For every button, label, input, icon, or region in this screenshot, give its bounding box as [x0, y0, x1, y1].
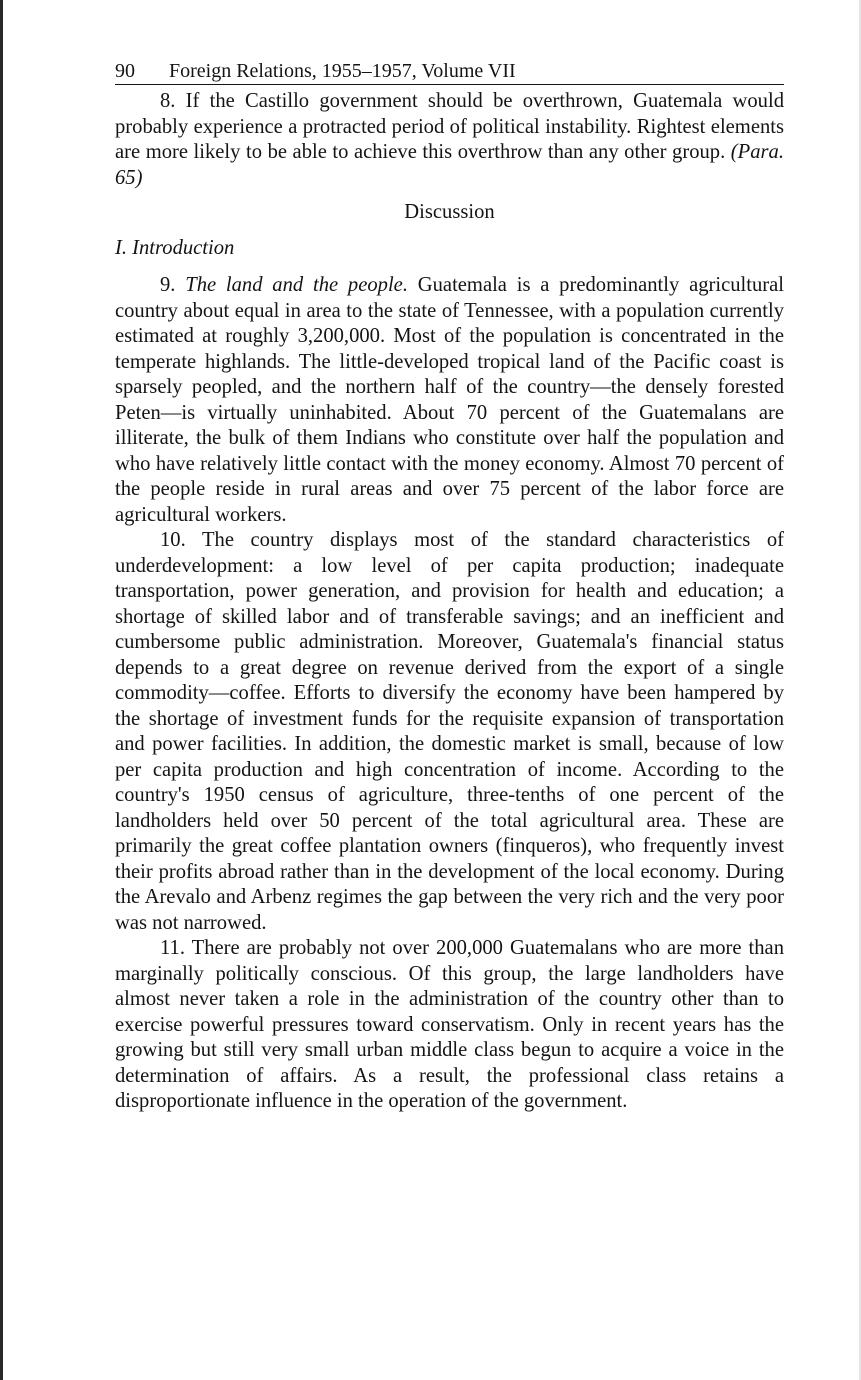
discussion-heading: Discussion	[404, 201, 495, 223]
introduction-heading: I. Introduction	[115, 236, 235, 259]
paragraph-9-number: 9.	[160, 274, 186, 296]
paragraph-8-reference: (Para. 65)	[115, 141, 784, 189]
document-page	[115, 58, 784, 1115]
paragraph-11: 11. There are probably not over 200,000 Guatemalans who are more than marginally politically conscious. Of this group, the large landholders have almost never taken a role in the administration of the country other than to exercise powerful pressures toward conservatism. Only in recent years has the growing but still very small urban middle class begun to acquire a voice in the determination of affairs. As a result, the professional class retains a disproportionate influence in the operation of the government.	[115, 937, 784, 1112]
page-number: 90	[115, 60, 135, 82]
running-head	[115, 58, 784, 85]
paragraph-9-text: Guatemala is a predominantly agricultural country about equal in area to the state of Tennessee, with a population currently estimated at roughly 3,200,000. Most of the population is concentrated in the temperate highlands. The little-developed tropical land of the Pacific coast is sparsely peopled, and the northern half of the country—the densely forested Peten—is virtually uninhabited. About 70 percent of the Guatemalans are illiterate, the bulk of them Indians who constitute over half the population and who have relatively little contact with the money economy. Almost 70 percent of the people reside in rural areas and over 75 percent of the labor force are agricultural workers.	[115, 274, 784, 526]
paragraph-9-lead: The land and the people.	[185, 274, 408, 296]
paragraph-9	[115, 273, 784, 528]
paragraph-8-text: 8. If the Castillo government should be overthrown, Guatemala would probably experience a protracted period of political instability. Rightest elements are more likely to be able to achieve this overthrow than any other group.	[115, 90, 784, 163]
paragraph-10: 10. The country displays most of the standard characteristics of underdevelopment: a low level of per capita production; inadequate transportation, power generation, and provision for health and education; a shortage of skilled labor and of transferable savings; and an inefficient and cumbersome public administration. Moreover, Guatemala's financial status depends to a great degree on revenue derived from the export of a single commodity—coffee. Efforts to diversify the economy have been hampered by the shortage of investment funds for the requisite expansion of transportation and power facilities. In addition, the domestic market is small, because of low per capita production and high concentration of income. According to the country's 1950 census of agriculture, three-tenths of one percent of the landholders held over 50 percent of the total agricultural area. These are primarily the great coffee plantation owners (finqueros), who frequently invest their profits abroad rather than in the development of the local economy. During the Arevalo and Arbenz regimes the gap between the very rich and the very poor was not narrowed.	[115, 529, 784, 934]
page-left-edge	[0, 0, 3, 1380]
running-head-title: Foreign Relations, 1955–1957, Volume VII	[169, 60, 516, 82]
paragraph-8	[115, 89, 784, 191]
